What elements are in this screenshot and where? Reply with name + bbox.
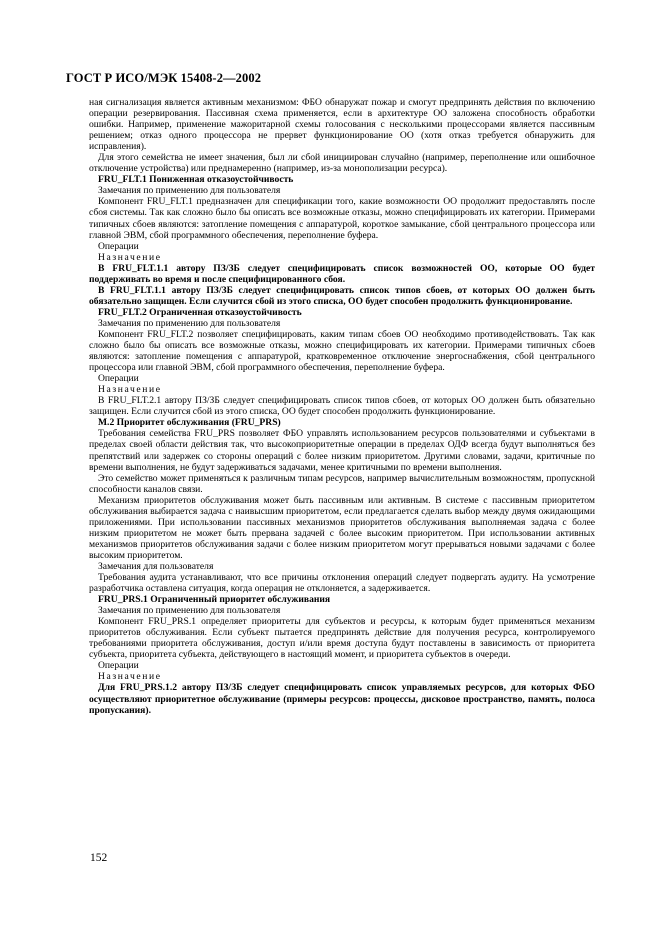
paragraph: Назначение bbox=[98, 251, 162, 263]
paragraph: Компонент FRU_FLT.2 позволяет специфицировать, каким типам сбоев ОО необходимо противодействовать. Так как сложно было бы описать все возможные отказы, можно специфицировать их категории. Примерами типичных сбоев являются: затопление помещения с аппаратурой, кратковременное отключение энергоснабжения, сбой центрального процессора или главной ЭВМ, сбой программного обеспечения, переполнение буфера. bbox=[89, 328, 595, 374]
paragraph: В FRU_FLT.2.1 автору ПЗ/ЗБ следует специфицировать список типов сбоев, от которых ОО должен быть обязательно защищен. Если случится сбой из этого списка, ОО будет способен продолжить функционирование. bbox=[89, 395, 595, 418]
paragraph: Замечания по применению для пользователя bbox=[98, 317, 281, 329]
paragraph: Назначение bbox=[98, 384, 162, 396]
paragraph: ная сигнализация является активным механизмом: ФБО обнаружат пожар и смогут предпринять действия по включению операции резервирования. Пассивная схема применяется, если в архитектуре ОО заложена способность обработки ошибки. Например, применение мажоритарной схемы голосования с несколькими процессорами является пассивным решением; отказ одного процессора не прервет функционирование ОО (хотя отказ требуется обнаружить для исправления). bbox=[89, 97, 595, 153]
paragraph: Компонент FRU_PRS.1 определяет приоритеты для субъектов и ресурсы, к которым будет применяться механизм приоритетов обслуживания. Если субъект пытается предпринять действие для получения ресурса, контролируемого требованиями приоритета обслуживания, доступ и/или время доступа будут поставлены в зависимость от приоритета субъекта, приоритета субъекта, действующего в настоящий момент, и приоритета субъектов в очереди. bbox=[89, 616, 595, 661]
paragraph: Для этого семейства не имеет значения, был ли сбой инициирован случайно (например, переполнение или ошибочное отключение устройства) или преднамеренно (например, из-за монополизации ресурса). bbox=[89, 152, 595, 175]
page-number: 152 bbox=[90, 852, 108, 864]
paragraph: Требования семейства FRU_PRS позволяет ФБО управлять использованием ресурсов пользователями и субъектами в пределах своей области действия так, что высокоприоритетные операции в пределах ОДФ всегда будут выполняться без препятствий или задержек со стороны операций с более низким приоритетом. Другими словами, задачи, критичные по времени выполнения, не будут задерживаться задачами, менее критичными по времени выполнения. bbox=[89, 428, 595, 473]
paragraph: Требования аудита устанавливают, что все причины отклонения операций следует подвергать аудиту. На усмотрение разработчика оставлена ситуация, когда операция не отклоняется, а задерживается. bbox=[89, 572, 595, 595]
paragraph: Компонент FRU_FLT.1 предназначен для спецификации того, какие возможности ОО продолжит предоставлять после сбоя системы. Так как сложно было бы описать все возможные отказы, можно специфицировать их категории. Примерами типичных сбоев являются: затопление помещения с аппаратурой, короткое замыкание, сбой центрального процессора или главной ЭВМ, сбой программного обеспечения, переполнение буфера. bbox=[89, 196, 595, 241]
paragraph: FRU_FLT.1 Пониженная отказоустойчивость bbox=[98, 174, 294, 186]
paragraph: В FRU_FLT.1.1 автору ПЗ/ЗБ следует специфицировать список типов сбоев, от которых ОО должен быть обязательно защищен. Если случится сбой из этого списка, ОО будет способен продолжить функционирование. bbox=[89, 284, 595, 307]
paragraph: М.2 Приоритет обслуживания (FRU_PRS) bbox=[98, 417, 281, 429]
paragraph: Назначение bbox=[98, 671, 162, 683]
paragraph: Замечания по применению для пользователя bbox=[98, 605, 281, 617]
paragraph: Это семейство может применяться к различным типам ресурсов, например вычислительным возможностям, пропускной способности каналов связи. bbox=[89, 472, 595, 495]
paragraph: Для FRU_PRS.1.2 автору ПЗ/ЗБ следует специфицировать список управляемых ресурсов, для которых ФБО осуществляют приоритетное обслуживание (примеры ресурсов: процессы, дисковое пространство, память, полоса пропускания). bbox=[89, 682, 595, 716]
paragraph: Замечания по применению для пользователя bbox=[98, 185, 281, 197]
document-body bbox=[89, 97, 595, 716]
paragraph: Механизм приоритетов обслуживания может быть пассивным или активным. В системе с пассивным приоритетом обслуживания выбирается задача с наивысшим приоритетом, если предлагается сделать выбор между двумя ожидающими приложениями. При использовании пассивных механизмов приоритетов обслуживания выполняемая задача с более низким приоритетом не может быть прервана задачей с более высоким приоритетом. При использовании активных механизмов приоритетов обслуживания задачи с более низким приоритетом могут прерываться новыми задачами с более высоким приоритетом. bbox=[89, 494, 595, 561]
paragraph: Замечания для пользователя bbox=[98, 560, 214, 572]
paragraph: В FRU_FLT.1.1 автору ПЗ/ЗБ следует специфицировать список возможностей ОО, которые ОО будет поддерживать во время и после специфицированного сбоя. bbox=[89, 262, 595, 285]
paragraph: Операции bbox=[98, 373, 139, 385]
paragraph: Операции bbox=[98, 240, 139, 252]
paragraph: Операции bbox=[98, 660, 139, 672]
document-header: ГОСТ Р ИСО/МЭК 15408-2—2002 bbox=[66, 71, 262, 85]
paragraph: FRU_PRS.1 Ограниченный приоритет обслуживания bbox=[98, 594, 331, 606]
paragraph: FRU_FLT.2 Ограниченная отказоустойчивость bbox=[98, 306, 302, 318]
